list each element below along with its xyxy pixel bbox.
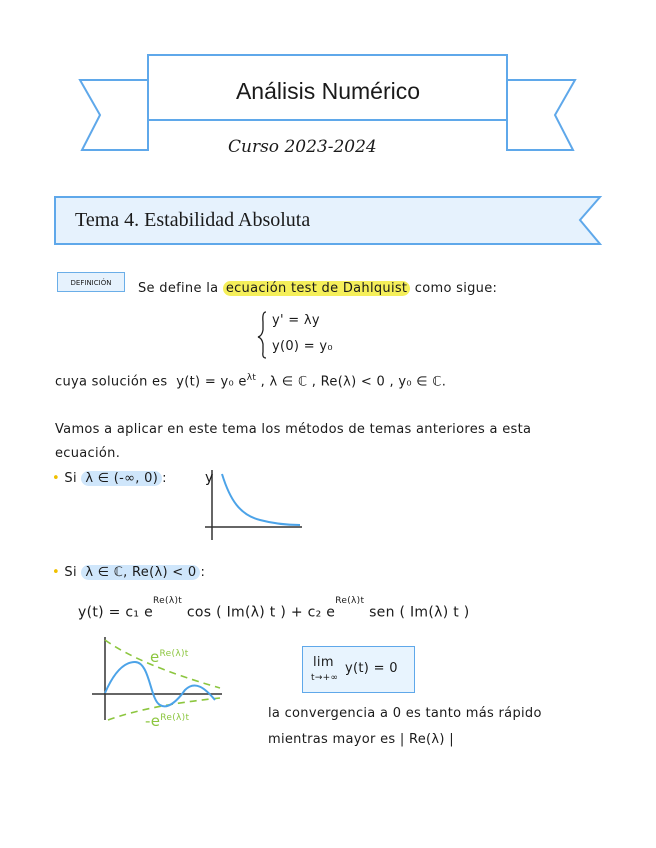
limit-word: lim bbox=[313, 655, 334, 670]
limit-subscript: t→+∞ bbox=[311, 673, 339, 683]
formula-part-1: y(t) = c₁ e bbox=[78, 604, 154, 621]
title-ribbon-left bbox=[80, 80, 148, 150]
definition-intro-after: como sigue: bbox=[414, 281, 498, 296]
case1-condition: λ ∈ (-∞, 0) bbox=[81, 471, 162, 486]
title-ribbon-right bbox=[507, 80, 575, 150]
solution-conditions: , λ ∈ ℂ , Re(λ) < 0 , y₀ ∈ ℂ. bbox=[260, 374, 447, 390]
brace bbox=[258, 312, 266, 358]
case2-label: Si bbox=[64, 565, 77, 580]
bullet: • bbox=[52, 471, 60, 486]
decay-curve bbox=[222, 474, 300, 525]
colon: : bbox=[200, 565, 206, 580]
solution-exponent: λt bbox=[246, 373, 257, 383]
definition-line bbox=[138, 281, 497, 296]
paragraph-line-1: Vamos a aplicar en este tema los métodos de temas anteriores a esta bbox=[55, 422, 532, 437]
definition-badge: DEFINICIÓN bbox=[57, 272, 125, 292]
case1-label: Si bbox=[64, 471, 77, 486]
y-axis-label: y bbox=[205, 470, 214, 486]
section-title: Tema 4. Estabilidad Absoluta bbox=[75, 209, 311, 231]
conclusion-line-2: mientras mayor es | Re(λ) | bbox=[268, 732, 454, 747]
paragraph-line-2: ecuación. bbox=[55, 446, 121, 461]
lower-envelope-exp: Re(λ)t bbox=[160, 713, 190, 723]
formula-part-3: sen ( Im(λ) t ) bbox=[369, 604, 470, 621]
exponent-2: Re(λ)t bbox=[335, 596, 365, 606]
case2-line bbox=[52, 565, 205, 580]
lower-envelope-base: -e bbox=[145, 712, 161, 730]
solution-formula: y(t) = y₀ e bbox=[176, 374, 247, 390]
conclusion-line-1: la convergencia a 0 es tanto más rápido bbox=[268, 706, 542, 721]
formula-part-2: cos ( Im(λ) t ) + c₂ e bbox=[186, 604, 336, 621]
exponent-1: Re(λ)t bbox=[153, 596, 183, 606]
page-title: Análisis Numérico bbox=[235, 78, 421, 104]
definition-intro: Se define la bbox=[138, 281, 219, 296]
lower-envelope-label bbox=[145, 712, 189, 730]
highlight-dahlquist: ecuación test de Dahlquist bbox=[223, 281, 411, 296]
upper-envelope-label bbox=[150, 648, 189, 666]
case1-line bbox=[52, 471, 167, 486]
solution-prefix: cuya solución es bbox=[55, 374, 168, 390]
system-eq-2: y(0) = y₀ bbox=[272, 339, 333, 354]
bullet: • bbox=[52, 565, 60, 580]
solution-line bbox=[55, 373, 446, 389]
limit-expression: y(t) = 0 bbox=[345, 661, 398, 676]
case2-condition: λ ∈ ℂ, Re(λ) < 0 bbox=[81, 565, 200, 580]
limit-box bbox=[302, 646, 415, 693]
course-label: Curso 2023-2024 bbox=[228, 137, 377, 157]
colon: : bbox=[162, 471, 167, 486]
upper-envelope-exp: Re(λ)t bbox=[159, 649, 189, 659]
decay-graph bbox=[205, 470, 302, 540]
upper-envelope-base: e bbox=[150, 648, 160, 666]
system-eq-1: y' = λy bbox=[272, 313, 320, 328]
